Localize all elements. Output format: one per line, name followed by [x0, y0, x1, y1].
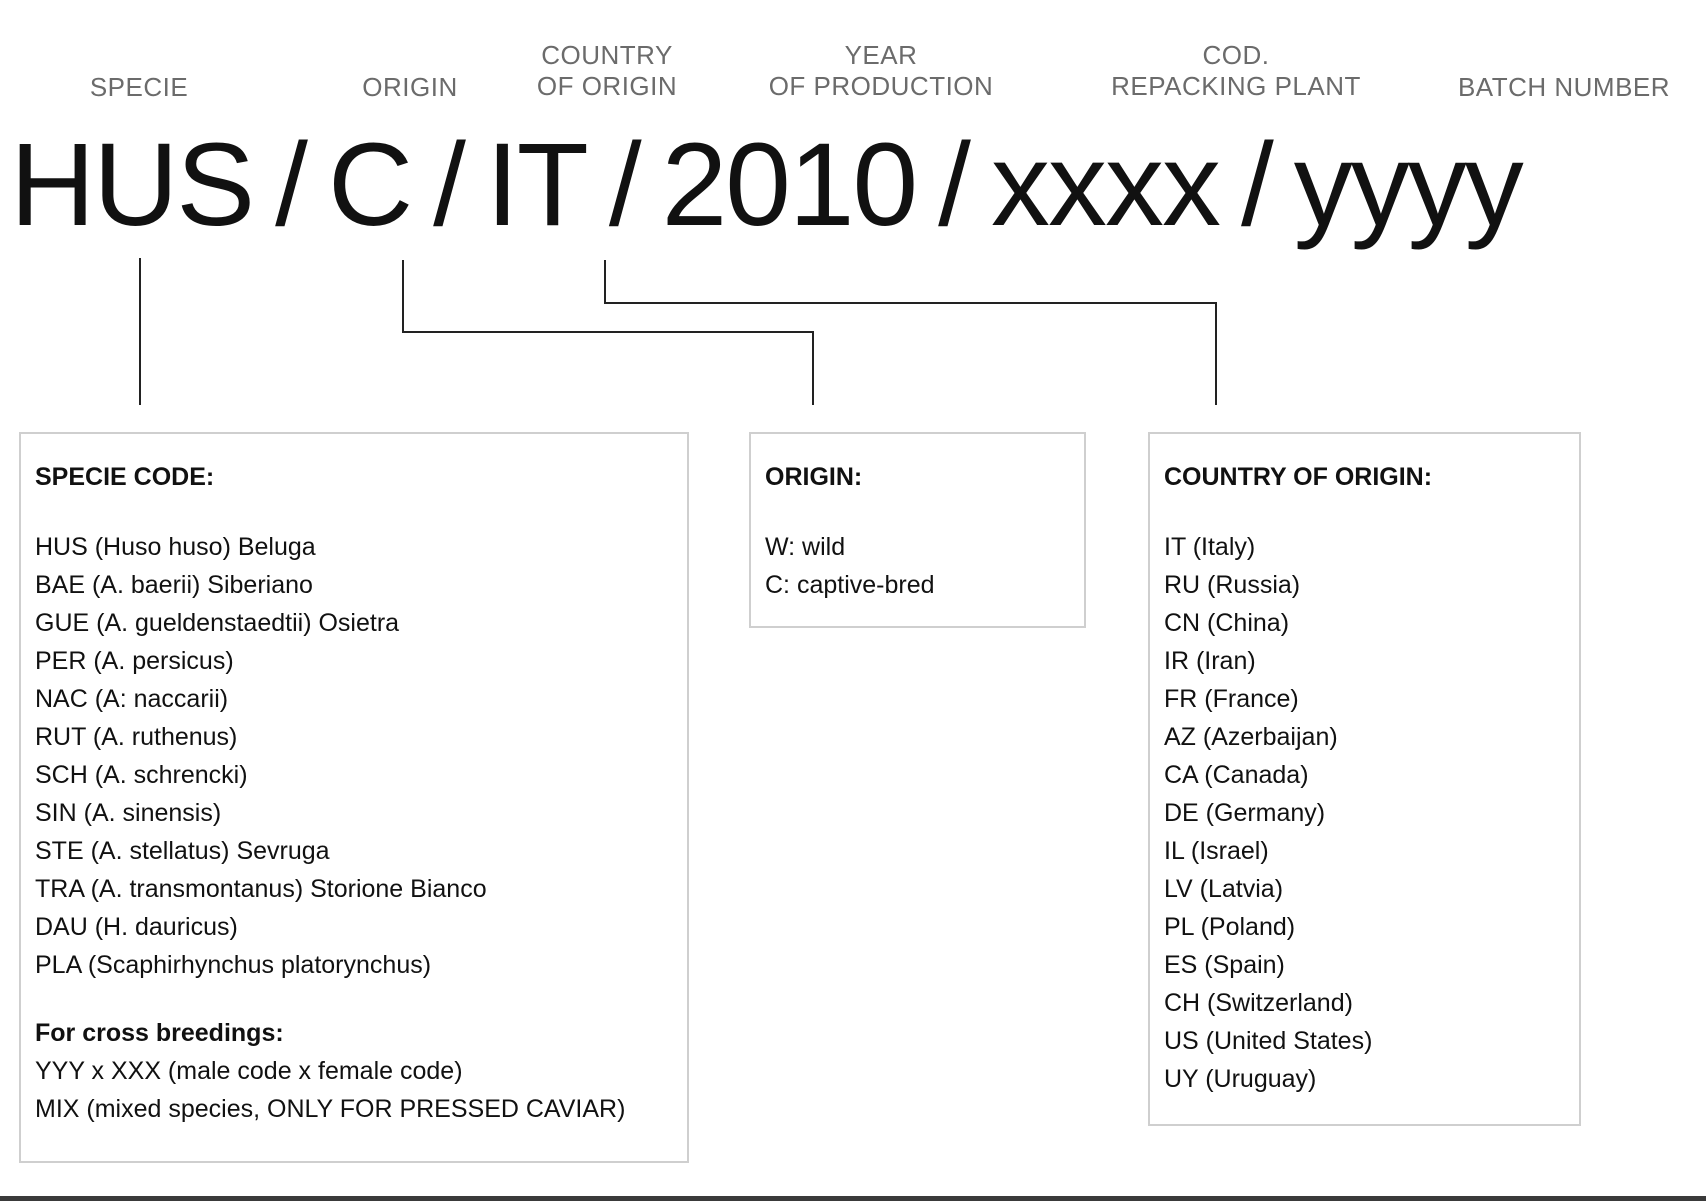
list-item: UY (Uruguay) [1164, 1065, 1317, 1093]
specie-code-title: SPECIE CODE: [35, 463, 215, 491]
list-item: CA (Canada) [1164, 761, 1309, 789]
list-item: RU (Russia) [1164, 571, 1301, 599]
header-origin-line: ORIGIN [362, 72, 458, 102]
list-item: STE (A. stellatus) Sevruga [35, 837, 330, 865]
code-separator: / [275, 119, 306, 251]
list-item: DAU (H. dauricus) [35, 913, 238, 941]
specie-code-list [35, 528, 687, 984]
header-plant-line-2: REPACKING PLANT [1111, 71, 1361, 101]
code-separator: / [1240, 119, 1272, 251]
list-item: SIN (A. sinensis) [35, 799, 222, 827]
list-item: CN (China) [1164, 609, 1290, 637]
code-separator: / [433, 119, 464, 251]
list-item: AZ (Azerbaijan) [1164, 723, 1338, 751]
code-plant: xxxx [990, 119, 1219, 251]
list-item: FR (France) [1164, 685, 1299, 713]
code-batch: yyyy [1293, 119, 1522, 251]
origin-box [749, 432, 1086, 628]
specie-code-box [19, 432, 689, 1163]
list-item: DE (Germany) [1164, 799, 1326, 827]
list-item: PER (A. persicus) [35, 647, 234, 675]
list-item: W: wild [765, 533, 846, 561]
list-item: YYY x XXX (male code x female code) [35, 1057, 463, 1085]
header-country-line-2: OF ORIGIN [536, 71, 678, 101]
list-item: RUT (A. ruthenus) [35, 723, 238, 751]
list-item: BAE (A. baerii) Siberiano [35, 571, 313, 599]
list-item: SCH (A. schrencki) [35, 761, 248, 789]
header-plant-line-1: COD. [1202, 40, 1270, 70]
header-specie-line: SPECIE [89, 72, 189, 102]
list-item: US (United States) [1164, 1027, 1373, 1055]
list-item: LV (Latvia) [1164, 875, 1284, 903]
list-item: IT (Italy) [1164, 533, 1256, 561]
list-item: IR (Iran) [1164, 647, 1256, 675]
code-origin: C [327, 119, 412, 251]
list-item: NAC (A: naccarii) [35, 685, 229, 713]
code-separator: / [608, 119, 640, 251]
code-year: 2010 [661, 119, 917, 251]
origin-title: ORIGIN: [765, 463, 863, 491]
list-item: PL (Poland) [1164, 913, 1296, 941]
list-item: ES (Spain) [1164, 951, 1285, 979]
origin-list [765, 528, 1084, 604]
country-of-origin-box [1148, 432, 1581, 1126]
list-item: PLA (Scaphirhynchus platorynchus) [35, 951, 432, 979]
header-country-line-1: COUNTRY [541, 40, 673, 70]
header-year-line-2: OF PRODUCTION [768, 71, 994, 101]
list-item: TRA (A. transmontanus) Storione Bianco [35, 875, 487, 903]
code-separator: / [938, 119, 969, 251]
list-item: C: captive-bred [765, 571, 935, 599]
header-year-line-1: YEAR [844, 40, 918, 70]
list-item: IL (Israel) [1164, 837, 1269, 865]
header-batch-line: BATCH NUMBER [1457, 72, 1671, 102]
country-list [1164, 528, 1579, 1098]
code-country: IT [485, 119, 587, 251]
list-item: MIX (mixed species, ONLY FOR PRESSED CAVIAR) [35, 1095, 626, 1123]
code-specie: HUS [10, 119, 254, 251]
cross-breedings-title: For cross breedings: [35, 1019, 284, 1047]
list-item: GUE (A. gueldenstaedtii) Osietra [35, 609, 400, 637]
cross-breedings-list [35, 1052, 687, 1128]
list-item: HUS (Huso huso) Beluga [35, 533, 316, 561]
connector-origin [403, 260, 813, 405]
bottom-divider [0, 1196, 1706, 1201]
list-item: CH (Switzerland) [1164, 989, 1353, 1017]
country-of-origin-title: COUNTRY OF ORIGIN: [1164, 463, 1433, 491]
